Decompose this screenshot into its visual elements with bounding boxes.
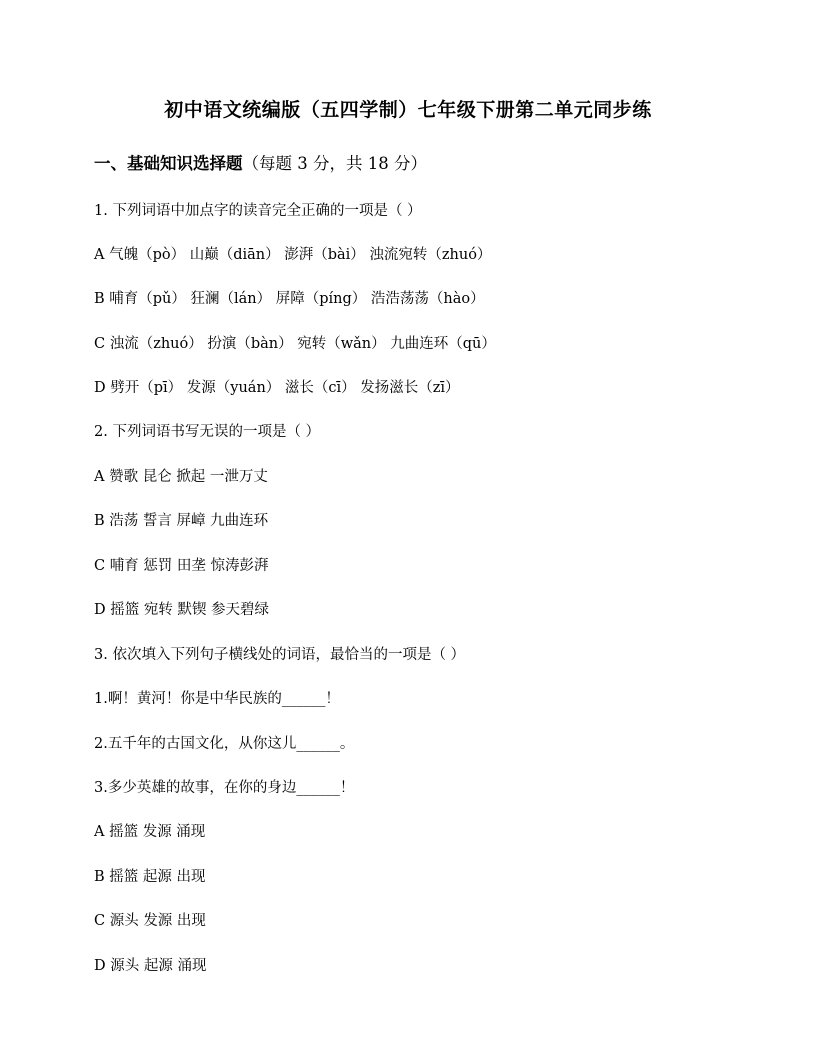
question-3-sentence-2: 2.五千年的古国文化，从你这儿______。 <box>94 736 355 752</box>
question-1-option-c: C 浊流（zhuó） 扮演（bàn） 宛转（wǎn） 九曲连环（qū） <box>94 336 496 352</box>
question-3-option-a: A 摇篮 发源 涌现 <box>94 824 206 840</box>
document-title: 初中语文统编版（五四学制）七年级下册第二单元同步练 <box>164 99 652 121</box>
question-2-option-d: D 摇篮 宛转 默锲 参天碧绿 <box>94 602 270 618</box>
question-1-option-d: D 劈开（pī） 发源（yuán） 滋长（cī） 发扬滋长（zī） <box>94 380 460 396</box>
question-3-sentence-1: 1.啊！黄河！你是中华民族的______！ <box>94 691 340 707</box>
question-1-option-a: A 气魄（pò） 山巅（diān） 澎湃（bài） 浊流宛转（zhuó） <box>94 247 492 263</box>
question-2-option-b: B 浩荡 誓言 屏嶂 九曲连环 <box>94 513 269 529</box>
section-heading-row <box>94 150 427 174</box>
question-3-option-b: B 摇篮 起源 出现 <box>94 869 206 885</box>
question-2: 2. 下列词语书写无误的一项是（ ） <box>94 424 321 440</box>
question-3-sentence-3: 3.多少英雄的故事，在你的身边______！ <box>94 780 355 796</box>
question-1-option-b: B 哺育（pǔ） 狂澜（lán） 屏障（píng） 浩浩荡荡（hào） <box>94 291 485 307</box>
section-heading: 一、基础知识选择题 <box>94 154 243 173</box>
question-3-option-d: D 源头 起源 涌现 <box>94 958 207 974</box>
question-2-option-c: C 哺育 惩罚 田垄 惊涛彭湃 <box>94 558 269 574</box>
section-score-note: （每题 3 分，共 18 分） <box>242 154 427 173</box>
question-3: 3. 依次填入下列句子横线处的词语，最恰当的一项是（ ） <box>94 647 466 663</box>
question-1: 1. 下列词语中加点字的读音完全正确的一项是（ ） <box>94 203 422 219</box>
question-2-option-a: A 赞歌 昆仑 掀起 一泄万丈 <box>94 469 268 485</box>
question-3-option-c: C 源头 发源 出现 <box>94 913 206 929</box>
